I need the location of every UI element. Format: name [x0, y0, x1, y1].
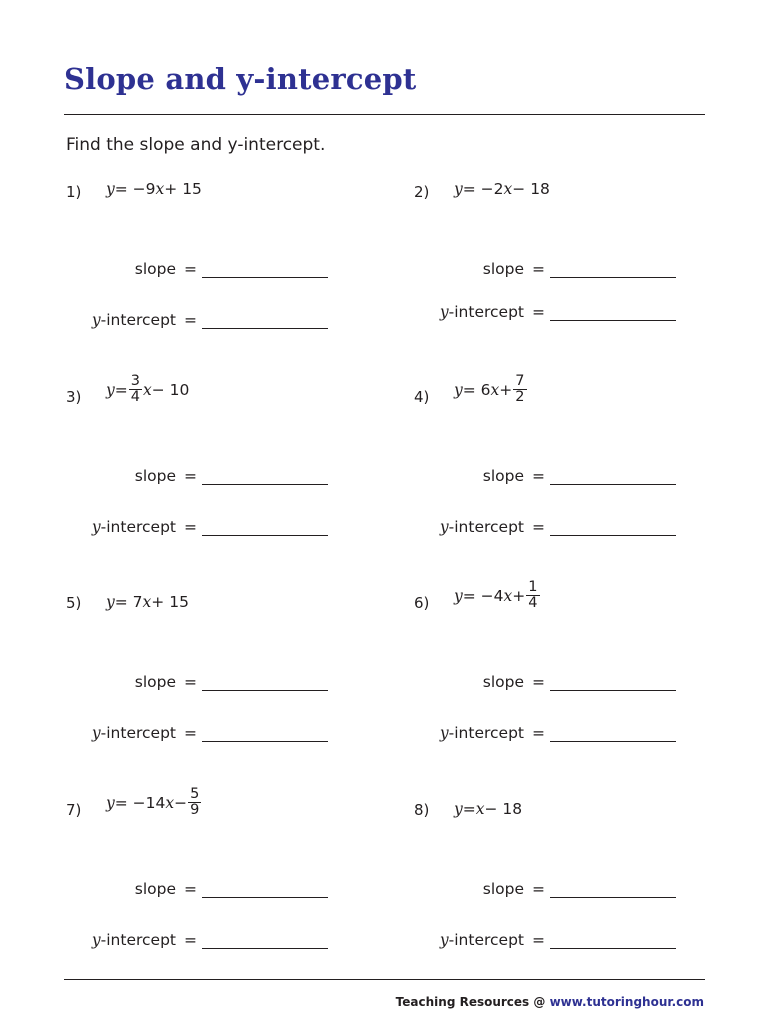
- equals-sign: =: [184, 673, 197, 691]
- slope-row: [414, 260, 676, 280]
- y-intercept-row: [66, 724, 328, 744]
- slope-label: slope: [134, 673, 176, 691]
- problem-number: 5): [66, 594, 82, 612]
- slope-row: [414, 467, 676, 487]
- equals-sign: =: [184, 467, 197, 485]
- equals-sign: =: [184, 931, 197, 949]
- y-intercept-label: y-intercept: [439, 931, 524, 949]
- equation: y = $\frac{3}{4}$ x − 10: [106, 373, 190, 405]
- slope-answer-blank[interactable]: [202, 277, 328, 278]
- footer-divider: [64, 979, 705, 980]
- y-intercept-label: y-intercept: [91, 931, 176, 949]
- slope-answer-blank[interactable]: [202, 484, 328, 485]
- slope-label: slope: [134, 260, 176, 278]
- slope-row: [66, 467, 328, 487]
- equals-sign: =: [532, 467, 545, 485]
- equals-sign: =: [532, 518, 545, 536]
- y-intercept-label: y-intercept: [91, 518, 176, 536]
- y-intercept-answer-blank[interactable]: [550, 320, 676, 321]
- equals-sign: =: [184, 260, 197, 278]
- y-intercept-answer-blank[interactable]: [202, 328, 328, 329]
- equals-sign: =: [532, 724, 545, 742]
- slope-row: [414, 673, 676, 693]
- y-intercept-row: [414, 931, 676, 951]
- slope-label: slope: [134, 880, 176, 898]
- equals-sign: =: [532, 303, 545, 321]
- y-intercept-answer-blank[interactable]: [202, 741, 328, 742]
- equation: y = x − 18: [454, 800, 523, 818]
- y-intercept-row: [66, 931, 328, 951]
- slope-answer-blank[interactable]: [550, 277, 676, 278]
- footer: [396, 995, 704, 1009]
- fraction: $\frac{3}{4}$: [130, 373, 140, 405]
- y-intercept-answer-blank[interactable]: [550, 948, 676, 949]
- y-intercept-label: y-intercept: [439, 724, 524, 742]
- y-intercept-answer-blank[interactable]: [202, 948, 328, 949]
- y-intercept-row: [66, 311, 328, 331]
- equals-sign: =: [532, 931, 545, 949]
- fraction: $\frac{5}{9}$: [190, 786, 200, 818]
- problem-number: 6): [414, 594, 430, 612]
- y-intercept-answer-blank[interactable]: [550, 535, 676, 536]
- problem-number: 2): [414, 183, 430, 201]
- problem-number: 1): [66, 183, 82, 201]
- slope-answer-blank[interactable]: [550, 690, 676, 691]
- slope-row: [66, 673, 328, 693]
- equation: y = 7 x + 15: [106, 593, 189, 611]
- problem-number: 4): [414, 388, 430, 406]
- slope-row: [414, 880, 676, 900]
- y-intercept-row: [414, 724, 676, 744]
- equation: y = −14 x − $\frac{5}{9}$: [106, 786, 200, 818]
- slope-label: slope: [482, 880, 524, 898]
- slope-label: slope: [482, 260, 524, 278]
- problem-number: 3): [66, 388, 82, 406]
- y-intercept-answer-blank[interactable]: [550, 741, 676, 742]
- y-intercept-answer-blank[interactable]: [202, 535, 328, 536]
- equation: y = −4 x + $\frac{1}{4}$: [454, 579, 538, 611]
- equals-sign: =: [184, 518, 197, 536]
- footer-text: Teaching Resources @: [395, 995, 550, 1009]
- y-intercept-row: [414, 518, 676, 538]
- header-divider: [64, 114, 705, 115]
- equals-sign: =: [532, 260, 545, 278]
- footer-link[interactable]: www.tutoringhour.com: [549, 995, 704, 1009]
- equals-sign: =: [184, 880, 197, 898]
- equals-sign: =: [532, 880, 545, 898]
- problem-number: 8): [414, 801, 430, 819]
- instructions: Find the slope and y-intercept.: [66, 135, 326, 155]
- y-intercept-row: [414, 303, 676, 323]
- fraction: $\frac{7}{2}$: [515, 373, 525, 405]
- equation: y = −9 x + 15: [106, 180, 202, 198]
- y-intercept-label: y-intercept: [439, 303, 524, 321]
- slope-label: slope: [482, 467, 524, 485]
- slope-answer-blank[interactable]: [202, 897, 328, 898]
- slope-label: slope: [482, 673, 524, 691]
- equation: y = −2 x − 18: [454, 180, 550, 198]
- problem-number: 7): [66, 801, 82, 819]
- slope-row: [66, 260, 328, 280]
- slope-answer-blank[interactable]: [202, 690, 328, 691]
- y-intercept-label: y-intercept: [91, 724, 176, 742]
- slope-row: [66, 880, 328, 900]
- equals-sign: =: [184, 311, 197, 329]
- fraction: $\frac{1}{4}$: [528, 579, 538, 611]
- page-title: Slope and y-intercept: [64, 62, 417, 96]
- slope-answer-blank[interactable]: [550, 897, 676, 898]
- y-intercept-label: y-intercept: [439, 518, 524, 536]
- y-intercept-row: [66, 518, 328, 538]
- equals-sign: =: [532, 673, 545, 691]
- equals-sign: =: [184, 724, 197, 742]
- slope-label: slope: [134, 467, 176, 485]
- y-intercept-label: y-intercept: [91, 311, 176, 329]
- slope-answer-blank[interactable]: [550, 484, 676, 485]
- equation: y = 6 x + $\frac{7}{2}$: [454, 373, 525, 405]
